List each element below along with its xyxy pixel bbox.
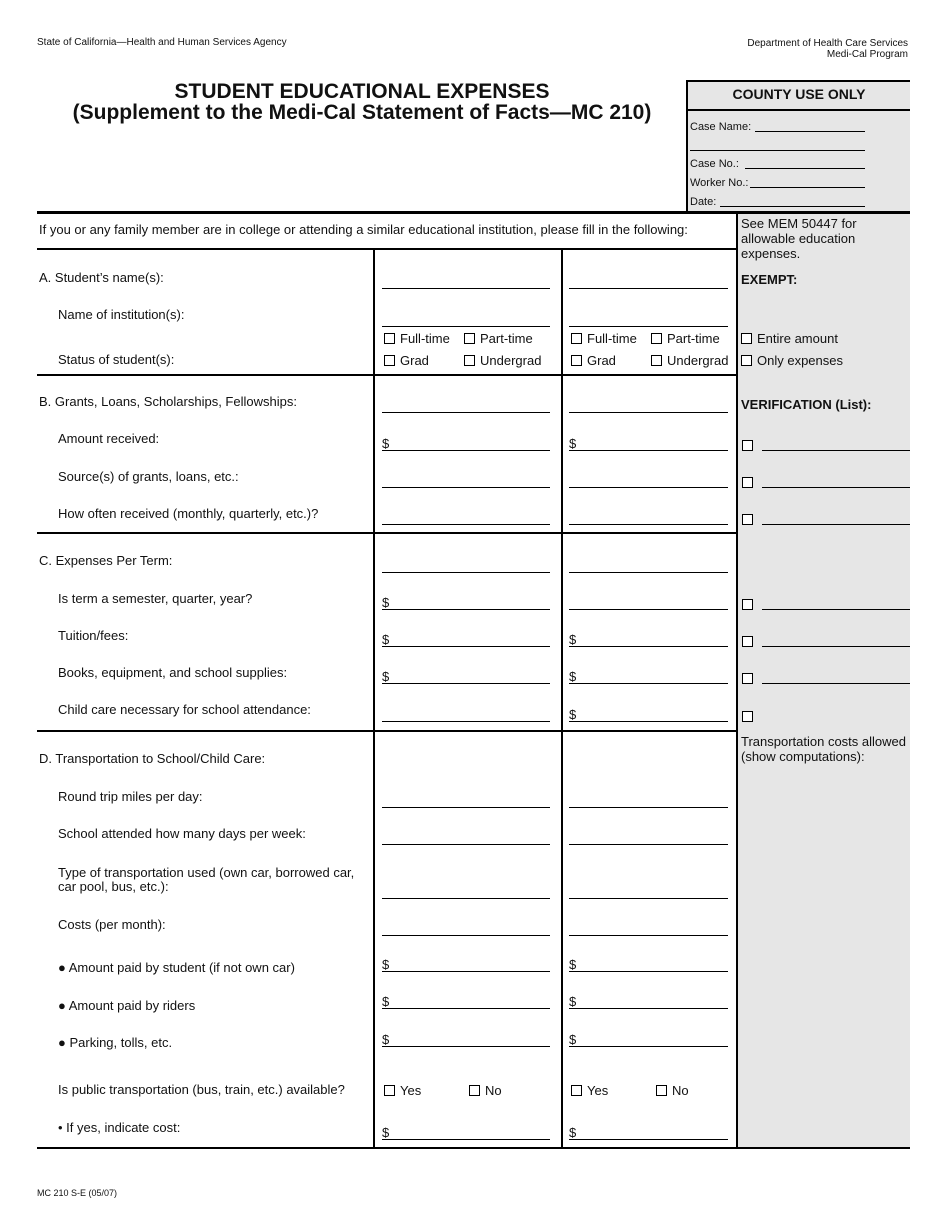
field-line-student-2[interactable] [569, 793, 728, 808]
option-label: Yes [587, 1083, 609, 1098]
option-label: No [672, 1083, 689, 1098]
field-line-student-2[interactable] [569, 595, 728, 610]
dollar-sign: $ [569, 436, 577, 451]
checkbox[interactable] [384, 1085, 395, 1096]
dollar-sign: $ [569, 707, 577, 722]
field-line-student-1[interactable] [382, 595, 550, 610]
transport-costs-note: Transportation costs allowed (show computations): [741, 734, 906, 764]
department-name: Department of Health Care Services [747, 38, 908, 49]
dollar-sign: $ [382, 994, 390, 1009]
row-label: • If yes, indicate cost: [58, 1120, 181, 1135]
verification-field[interactable] [762, 669, 910, 684]
option-label: Undergrad [667, 353, 729, 368]
row-label: Costs (per month): [58, 917, 166, 932]
field-line-student-1[interactable] [382, 274, 550, 289]
verification-field[interactable] [762, 595, 910, 610]
county-use-title: COUNTY USE ONLY [732, 86, 866, 102]
status-full-time-2[interactable] [571, 331, 637, 346]
option-label: Entire amount [757, 331, 838, 346]
intro-text: If you or any family member are in college or attending a similar educational institution, please fill in the following: [39, 222, 688, 237]
option-label: Yes [400, 1083, 422, 1098]
status-full-time-1[interactable] [384, 331, 450, 346]
status-undergrad-2[interactable] [651, 353, 728, 368]
field-line-student-1[interactable] [382, 921, 550, 936]
row-label: Books, equipment, and school supplies: [58, 665, 288, 680]
row-label: Name of institution(s): [58, 307, 185, 322]
case-name-label: Case Name: [690, 121, 752, 133]
status-part-time-1[interactable] [464, 331, 533, 346]
field-line-student-2[interactable] [569, 274, 728, 289]
dollar-sign: $ [382, 1032, 390, 1047]
field-line-student-2[interactable] [569, 398, 728, 413]
field-line-student-2[interactable] [569, 884, 728, 899]
row-label: Tuition/fees: [58, 628, 129, 643]
checkbox[interactable] [741, 355, 752, 366]
row-label: Round trip miles per day: [58, 789, 203, 804]
verification-checkbox[interactable] [742, 477, 753, 488]
field-line-student-2[interactable] [569, 957, 728, 972]
dollar-sign: $ [569, 1032, 577, 1047]
row-label: Status of student(s): [58, 352, 175, 367]
field-line-student-1[interactable] [382, 436, 550, 451]
program-name: Medi-Cal Program [826, 49, 908, 60]
public-transport-no-2[interactable] [656, 1083, 689, 1098]
field-line-student-1[interactable] [382, 669, 550, 684]
verification-checkbox[interactable] [742, 711, 753, 722]
checkbox[interactable] [741, 333, 752, 344]
dollar-sign: $ [382, 632, 390, 647]
field-line-student-2[interactable] [569, 994, 728, 1009]
row-label: Child care necessary for school attendance: [58, 702, 311, 717]
field-line-student-1[interactable] [382, 1125, 550, 1140]
allowable-expenses-note: See MEM 50447 for allowable education expenses. [741, 216, 857, 261]
dollar-sign: $ [382, 1125, 390, 1140]
dollar-sign: $ [382, 436, 390, 451]
row-label: ● Parking, tolls, etc. [58, 1035, 173, 1050]
row-label: How often received (monthly, quarterly, etc.)? [58, 506, 319, 521]
verification-checkbox[interactable] [742, 440, 753, 451]
status-undergrad-1[interactable] [464, 353, 541, 368]
field-line-student-2[interactable] [569, 830, 728, 845]
row-label: Source(s) of grants, loans, etc.: [58, 469, 239, 484]
field-line-student-1[interactable] [382, 473, 550, 488]
date-field[interactable] [720, 193, 865, 207]
verification-checkbox[interactable] [742, 599, 753, 610]
public-transport-no-1[interactable] [469, 1083, 502, 1098]
checkbox[interactable] [384, 333, 395, 344]
field-line-student-2[interactable] [569, 669, 728, 684]
checkbox[interactable] [571, 1085, 582, 1096]
field-line-student-1[interactable] [382, 830, 550, 845]
row-label: A. Student’s name(s): [39, 270, 164, 285]
field-line-student-1[interactable] [382, 994, 550, 1009]
status-part-time-2[interactable] [651, 331, 720, 346]
case-no-label: Case No.: [690, 158, 739, 170]
exempt-entire-amount[interactable] [741, 331, 838, 346]
field-line-student-2[interactable] [569, 558, 728, 573]
row-label: Is term a semester, quarter, year? [58, 591, 253, 606]
checkbox[interactable] [384, 355, 395, 366]
field-line-student-1[interactable] [382, 793, 550, 808]
field-line-student-1[interactable] [382, 1032, 550, 1047]
case-name-field-2[interactable] [690, 137, 865, 151]
case-name-field[interactable] [755, 118, 865, 132]
verification-field[interactable] [762, 473, 910, 488]
form-title: STUDENT EDUCATIONAL EXPENSES [174, 80, 550, 103]
row-label: C. Expenses Per Term: [39, 553, 173, 568]
option-label: Part-time [667, 331, 720, 346]
field-line-student-1[interactable] [382, 510, 550, 525]
dollar-sign: $ [569, 994, 577, 1009]
checkbox[interactable] [571, 355, 582, 366]
field-line-student-2[interactable] [569, 473, 728, 488]
checkbox[interactable] [464, 333, 475, 344]
dollar-sign: $ [382, 595, 390, 610]
dollar-sign: $ [569, 669, 577, 684]
public-transport-yes-2[interactable] [571, 1083, 608, 1098]
field-line-student-1[interactable] [382, 632, 550, 647]
verification-field[interactable] [762, 632, 910, 647]
checkbox[interactable] [656, 1085, 667, 1096]
dollar-sign: $ [569, 632, 577, 647]
verification-label: VERIFICATION (List): [741, 397, 872, 412]
row-label: Amount received: [58, 431, 160, 446]
form-number: MC 210 S-E (05/07) [37, 1188, 118, 1198]
field-line-student-1[interactable] [382, 398, 550, 413]
field-line-student-1[interactable] [382, 312, 550, 327]
row-label: Type of transportation used (own car, borrowed car, car pool, bus, etc.): [58, 865, 355, 894]
verification-checkbox[interactable] [742, 673, 753, 684]
verification-field[interactable] [762, 436, 910, 451]
option-label: Grad [400, 353, 429, 368]
form-subtitle: (Supplement to the Medi-Cal Statement of Facts—MC 210) [72, 101, 652, 124]
exempt-label: EXEMPT: [741, 272, 798, 287]
row-label: School attended how many days per week: [58, 826, 306, 841]
checkbox[interactable] [464, 355, 475, 366]
field-line-student-2[interactable] [569, 436, 728, 451]
field-line-student-2[interactable] [569, 707, 728, 722]
field-line-student-2[interactable] [569, 1032, 728, 1047]
status-grad-2[interactable] [571, 353, 616, 368]
field-line-student-2[interactable] [569, 921, 728, 936]
checkbox[interactable] [651, 355, 662, 366]
public-transport-yes-1[interactable] [384, 1083, 421, 1098]
option-label: Grad [587, 353, 616, 368]
row-label: ● Amount paid by student (if not own car) [58, 960, 295, 975]
verification-checkbox[interactable] [742, 636, 753, 647]
option-label: No [485, 1083, 502, 1098]
field-line-student-1[interactable] [382, 957, 550, 972]
verification-checkbox[interactable] [742, 514, 753, 525]
worker-no-label: Worker No.: [690, 177, 749, 189]
worker-no-field[interactable] [750, 174, 865, 188]
agency-name: State of California—Health and Human Services Agency [37, 37, 287, 48]
case-no-field[interactable] [745, 155, 865, 169]
status-grad-1[interactable] [384, 353, 429, 368]
field-line-student-1[interactable] [382, 884, 550, 899]
field-line-student-2[interactable] [569, 632, 728, 647]
row-label: Is public transportation (bus, train, etc.) available? [58, 1082, 345, 1097]
checkbox[interactable] [651, 333, 662, 344]
dollar-sign: $ [569, 1125, 577, 1140]
row-label: B. Grants, Loans, Scholarships, Fellowships: [39, 394, 297, 409]
option-label: Part-time [480, 331, 533, 346]
checkbox[interactable] [469, 1085, 480, 1096]
row-label: D. Transportation to School/Child Care: [39, 751, 266, 766]
dollar-sign: $ [382, 957, 390, 972]
field-line-student-1[interactable] [382, 707, 550, 722]
field-line-student-2[interactable] [569, 510, 728, 525]
verification-field[interactable] [762, 510, 910, 525]
field-line-student-2[interactable] [569, 1125, 728, 1140]
field-line-student-2[interactable] [569, 312, 728, 327]
field-line-student-1[interactable] [382, 558, 550, 573]
option-label: Only expenses [757, 353, 843, 368]
row-label: ● Amount paid by riders [58, 998, 196, 1013]
date-label: Date: [690, 196, 717, 208]
exempt-only-expenses[interactable] [741, 353, 843, 368]
option-label: Undergrad [480, 353, 542, 368]
dollar-sign: $ [569, 957, 577, 972]
option-label: Full-time [587, 331, 637, 346]
option-label: Full-time [400, 331, 450, 346]
dollar-sign: $ [382, 669, 390, 684]
checkbox[interactable] [571, 333, 582, 344]
